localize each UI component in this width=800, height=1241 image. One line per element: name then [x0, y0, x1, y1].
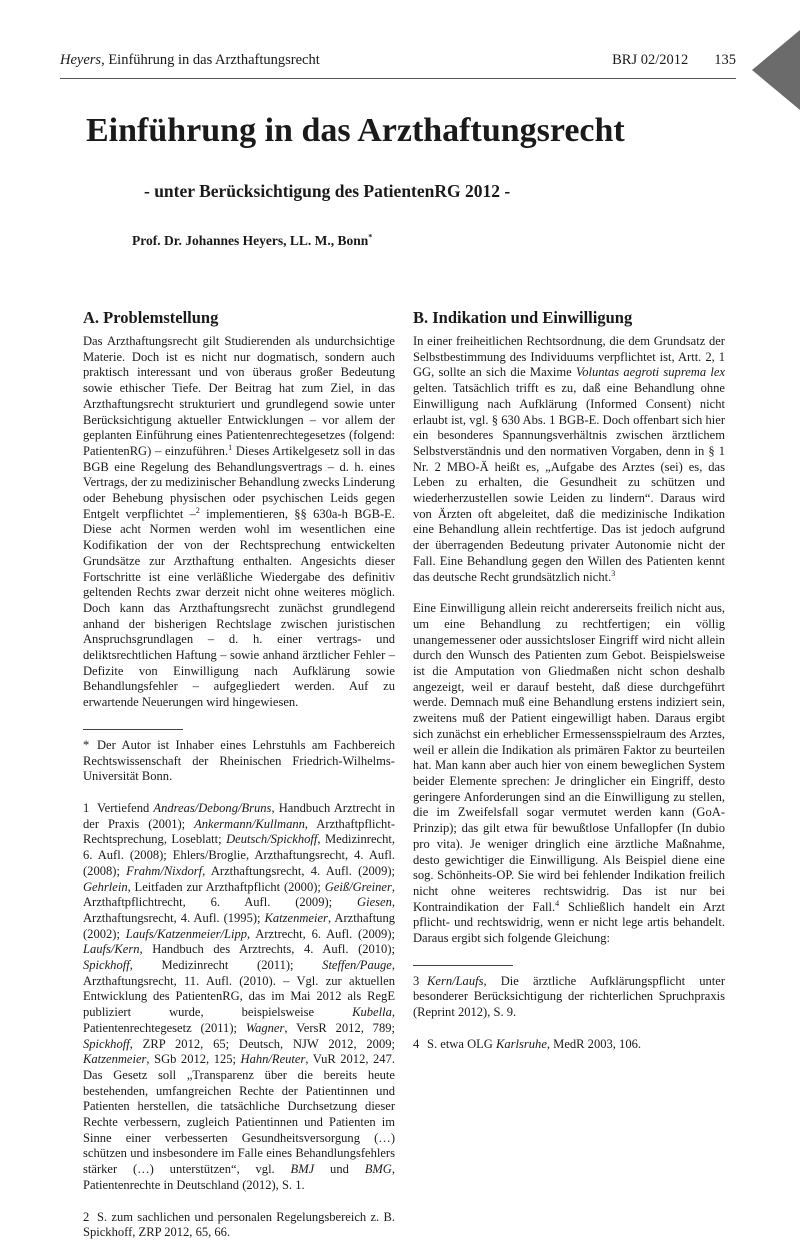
footnote-ref-4: 4 — [555, 898, 560, 908]
footnote-4-mark: 4 — [413, 1036, 420, 1051]
running-header-author: Heyers — [60, 52, 102, 68]
footnote-1-author: Frahm/Nixdorf — [126, 863, 203, 878]
footnote-2 — [83, 1210, 395, 1241]
footnote-1-text: Vertiefend — [97, 800, 154, 815]
footnote-1-author: Katzenmeier — [264, 910, 328, 925]
footnote-1-author: Spickhoff — [83, 958, 130, 973]
footnote-1-text: und — [314, 1162, 365, 1177]
footnote-1-text: , ZRP 2012, 65; Deutsch, NJW 2012, 2009; — [129, 1036, 395, 1051]
section-b-text-1: In einer freiheitlichen Rechtsordnung, die dem Grundsatz der Selbstbestimmung des Individuums verpflichtet ist, Artt. 2, 1 GG, sollte an sich die Maxime — [413, 334, 725, 380]
footnote-1-mark: 1 — [83, 800, 90, 815]
footnote-1-author: Hahn/Reuter — [240, 1052, 306, 1067]
page-number: 135 — [714, 52, 736, 68]
footnote-1-author: Laufs/Kern — [83, 942, 140, 957]
footnote-1-author: Steffen/Pauge — [322, 958, 392, 973]
footnote-1-author: Geiß/Greiner — [324, 879, 392, 894]
footnote-1-author: BMJ — [290, 1162, 315, 1177]
author-footnote-mark: * — [368, 232, 373, 242]
footnote-rule-left — [83, 729, 183, 730]
footnote-1-text: , Arztrecht, 6. Aufl. (2009); — [247, 926, 395, 941]
page-edge-tab — [752, 30, 800, 110]
footnote-1-text: , Arzthaftungsrecht, 11. Aufl. (2010). – Vgl. zur aktuellen Entwicklung des PatientenRG, das im Mai 2012 als RegE publiziert wurde, beispielsweise — [83, 958, 395, 1020]
footnote-1-text: , Medizinrecht (2011); — [129, 958, 323, 973]
footnote-1-text: , Arzthaftpflichtrecht, 6. Aufl. (2009); — [83, 879, 395, 910]
footnote-1-text: , Patientenrechte in Deutschland (2012), S. 1. — [83, 1162, 396, 1192]
footnote-1-text: , VersR 2012, 789; — [284, 1020, 395, 1035]
author-name: Prof. Dr. Johannes Heyers, LL. M., Bonn — [132, 233, 369, 248]
footnote-1-author: Andreas/Debong/Bruns — [153, 800, 272, 815]
right-column — [413, 308, 725, 1053]
section-b-paragraph-1 — [413, 334, 725, 585]
footnote-3-mark: 3 — [413, 973, 420, 988]
footnote-4-court: Karlsruhe — [496, 1036, 547, 1051]
footnote-1-text: , Leitfaden zur Arzthaftpflicht (2000); — [127, 879, 325, 894]
footnote-1-text: , Arzthaftungsrecht, 4. Aufl. (1995); — [83, 895, 395, 925]
footnote-1-text: , Medizinrecht, 6. Aufl. (2008); Ehlers/Broglie, Arzthaftungsrecht, 4. Aufl. (2008); — [83, 832, 395, 878]
article-title: Einführung in das Arzthaftungsrecht — [86, 112, 625, 149]
footnote-1-author: BMG — [364, 1162, 392, 1177]
footnote-3-author: Kern/Laufs — [427, 973, 484, 988]
latin-maxim: Voluntas aegroti suprema lex — [575, 365, 725, 380]
footnote-1-author: Deutsch/Spickhoff — [226, 832, 318, 847]
section-b-text-2: gelten. Tatsächlich trifft es zu, daß eine Behandlung ohne Einwilligung nach Aufklärung (Informed Consent) nicht erlaubt ist, vgl. § 630 Abs. 1 BGB-E. Doch offenbart sich hier ein besonderes Spannungsverhältnis zwischen ärztlichem Selbstverständnis und den normativen Vorgaben, denn in § 1 Nr. 2 MBO-Ä heißt es, „Aufgabe des Arztes (sei) es, das Leben zu erhalten, die Gesundheit zu schützen und wiederherzustellen sowie Leiden zu lindern“. Daraus wird von Ärzten oft abgeleitet, daß die medizinische Indikation eine Behandlung allein rechtfertige. Das ist jedoch aufgrund der überragenden Bedeutung privater Autonomie nicht der Fall. Eine Behandlung gegen den Willen des Patienten kennt das deutsche Recht grundsätzlich nicht. — [413, 381, 725, 584]
footnote-2-mark: 2 — [83, 1209, 90, 1224]
footnote-4-text: S. etwa OLG — [427, 1036, 496, 1051]
footnote-1-text: , Handbuch des Arztrechts, 4. Aufl. (2010); — [139, 942, 395, 957]
article-author — [132, 233, 692, 249]
footnote-1-author: Katzenmeier — [83, 1052, 147, 1067]
footnote-3 — [413, 974, 725, 1021]
section-a-text-1: Das Arzthaftungsrecht gilt Studierenden als undurchsichtige Materie. Doch ist es nicht nur dogmatisch, sondern auch praktisch interessant und von überaus großer Bedeutung sowie ethischer Tiefe. Der Beitrag hat zum Ziel, in das Arzthaftungsrecht strukturiert und grundlegend sowie unter Berücksichtigung aktueller Entwicklungen – vor allem der geplanten Einführung eines Patientenrechtegesetzes (folgend: PatientenRG) – einzuführen. — [83, 334, 395, 458]
footnote-2-text: S. zum sachlichen und personalen Regelungsbereich z. B. Spickhoff, ZRP 2012, 65, 66. — [83, 1209, 395, 1240]
section-a-text-2: Dieses Artikelgesetz soll in das BGB eine Regelung des Behandlungsvertrags – d. h. eines Vertrags, der zu medizinischer Behandlung zwecks Linderung oder Behebung physischen oder psychischen Leids gegen Entgelt verpflichtet – — [83, 443, 395, 521]
section-b-text-3: Eine Einwilligung allein reicht andererseits freilich nicht aus, um eine Behandlung zu rechtfertigen; ein völlig unangemessener oder aussichtsloser Eingriff wird nicht allein durch den Wunsch des Patienten zum Gebot. Beispielsweise ist die Amputation von Gliedmaßen nicht schon deshalb angezeigt, weil er darauf besteht, daß diese durchgeführt werde. Demnach muß eine Behandlung erstens indiziert sein, zweitens muß der Patient eingewilligt haben. Daraus ergibt sich zunächst ein erheblicher Ermessensspielraum des Arztes, weil er allein die Indikation als primären Faktor zu beurteilen hat. Man kann aber auch hier von einem beweglichen System beider Elemente sprechen: Je dringlicher ein Eingriff, desto geringere Anforderungen sind an die Einwilligung zu stellen, die im Zweifelsfall sogar vermutet werden kann (GoA-Prinzip); das gilt etwa für bewußtlose Unfallopfer (In dubio pro vita). Je weniger dringlich eine ärztliche Maßnahme, desto gewichtiger die Einwilligung. Als Beispiel diene eine sog. Schönheits-OP. Sie wird bei fehlender Indikation freilich nicht ohne weiteres rechtswidrig. Das ist nur bei Kontraindikation der Fall. — [413, 601, 725, 914]
section-a-text-3: implementieren, §§ 630a-h BGB-E. Diese acht Normen werden wohl im wesentlichen eine Kodifikation der von der Rechtsprechung entwickelten Grundsätze zur Arzthaftung enthalten. Angesichts dieser Fortschritte ist eine verläßliche Wiedergabe des definitiv geltenden Rechts zwar derzeit nicht ohne weiteres möglich. Doch kann das Arzthaftungsrecht zunächst grundlegend anhand der bisherigen Rechtslage zwischen juristischen Anspruchsgrundlagen – d. h. einer vertrags- und deliktsrechtlichen Haftung – sowie anhand ärztlicher Fehler – Defizite von Einwilligung nach Aufklärung sowie Behandlungsfehler – aufgegliedert werden. Auf zu erwartende Neuerungen wird hingewiesen. — [83, 506, 395, 710]
running-header-right — [612, 52, 736, 69]
footnote-1-author: Gehrlein — [83, 879, 128, 894]
running-header-short-title: , Einführung in das Arzthaftungsrecht — [101, 52, 320, 68]
header-rule — [60, 78, 736, 79]
footnote-1-text: , Arzthaftpflicht-Rechtsprechung, Loseblatt; — [83, 816, 395, 847]
footnote-1-text: , VuR 2012, 247. Das Gesetz soll „Transparenz über die bereits heute bestehenden, umfangreichen Rechte der Patientinnen und Patienten herstellen, die tatsächliche Durchsetzung dieser Rechte verbessern, zugleich Patientinnen und Patienten im Sinne einer verbesserten Gesundheitsversorgung (…) schützen und insbesondere im Falle eines Behandlungsfehlers stärker (…) unterstützen“, vgl. — [83, 1052, 395, 1177]
section-a-heading: A. Problemstellung — [83, 308, 219, 327]
footnote-1-author: Wagner — [245, 1020, 285, 1035]
article-subtitle: - unter Berücksichtigung des PatientenRG 2012 - — [144, 181, 511, 201]
section-a-paragraph — [83, 334, 395, 711]
footnote-ref-1: 1 — [228, 442, 233, 452]
section-b-text-4: Schließlich handelt ein Arzt pflicht- und rechtswidrig, wenn er nicht lege artis behandelt. Daraus ergibt sich folgende Gleichung: — [413, 899, 726, 946]
footnote-1-text: , Arzthaftungsrecht, 4. Aufl. (2009); — [202, 863, 396, 878]
footnote-1-author: Giesen — [357, 895, 392, 910]
footnote-1-text: , Handbuch Arztrecht in der Praxis (2001); — [83, 800, 395, 831]
footnote-3-text: , Die ärztliche Aufklärungspflicht unter besonderer Berücksichtigung der richterlichen Spruchpraxis (Reprint 2012), S. 9. — [413, 973, 725, 1020]
left-column — [83, 308, 395, 1241]
footnote-1-text: , SGb 2012, 125; — [146, 1052, 241, 1067]
footnote-1-author: Laufs/Katzenmeier/Lipp — [125, 926, 248, 941]
footnote-1-author: Kubella — [352, 1005, 392, 1020]
footnote-ref-2: 2 — [195, 505, 200, 515]
section-b-heading: B. Indikation und Einwilligung — [413, 308, 633, 327]
footnote-star-text: Der Autor ist Inhaber eines Lehrstuhls am Fachbereich Rechtswissenschaft der Rheinischen Friedrich-Wilhelms-Universität Bonn. — [83, 737, 395, 784]
footnote-4-text: , MedR 2003, 106. — [546, 1036, 642, 1051]
footnote-1 — [83, 801, 395, 1194]
footnote-ref-3: 3 — [611, 568, 616, 578]
footnote-1-author: Ankermann/Kullmann — [194, 816, 305, 831]
footnote-1-text: , Arzthaftung (2002); — [83, 910, 396, 941]
footnote-4 — [413, 1037, 725, 1053]
footnote-1-author: Spickhoff — [83, 1036, 130, 1051]
footnote-star — [83, 738, 395, 785]
footnote-1-text: , Patientenrechtegesetz (2011); — [83, 1005, 395, 1035]
footnote-star-mark: * — [83, 737, 90, 752]
footnote-rule-right — [413, 965, 513, 966]
running-header-left — [60, 52, 320, 69]
journal-issue: BRJ 02/2012 — [612, 52, 689, 68]
running-header — [60, 52, 736, 74]
section-b-paragraph-2 — [413, 601, 725, 946]
